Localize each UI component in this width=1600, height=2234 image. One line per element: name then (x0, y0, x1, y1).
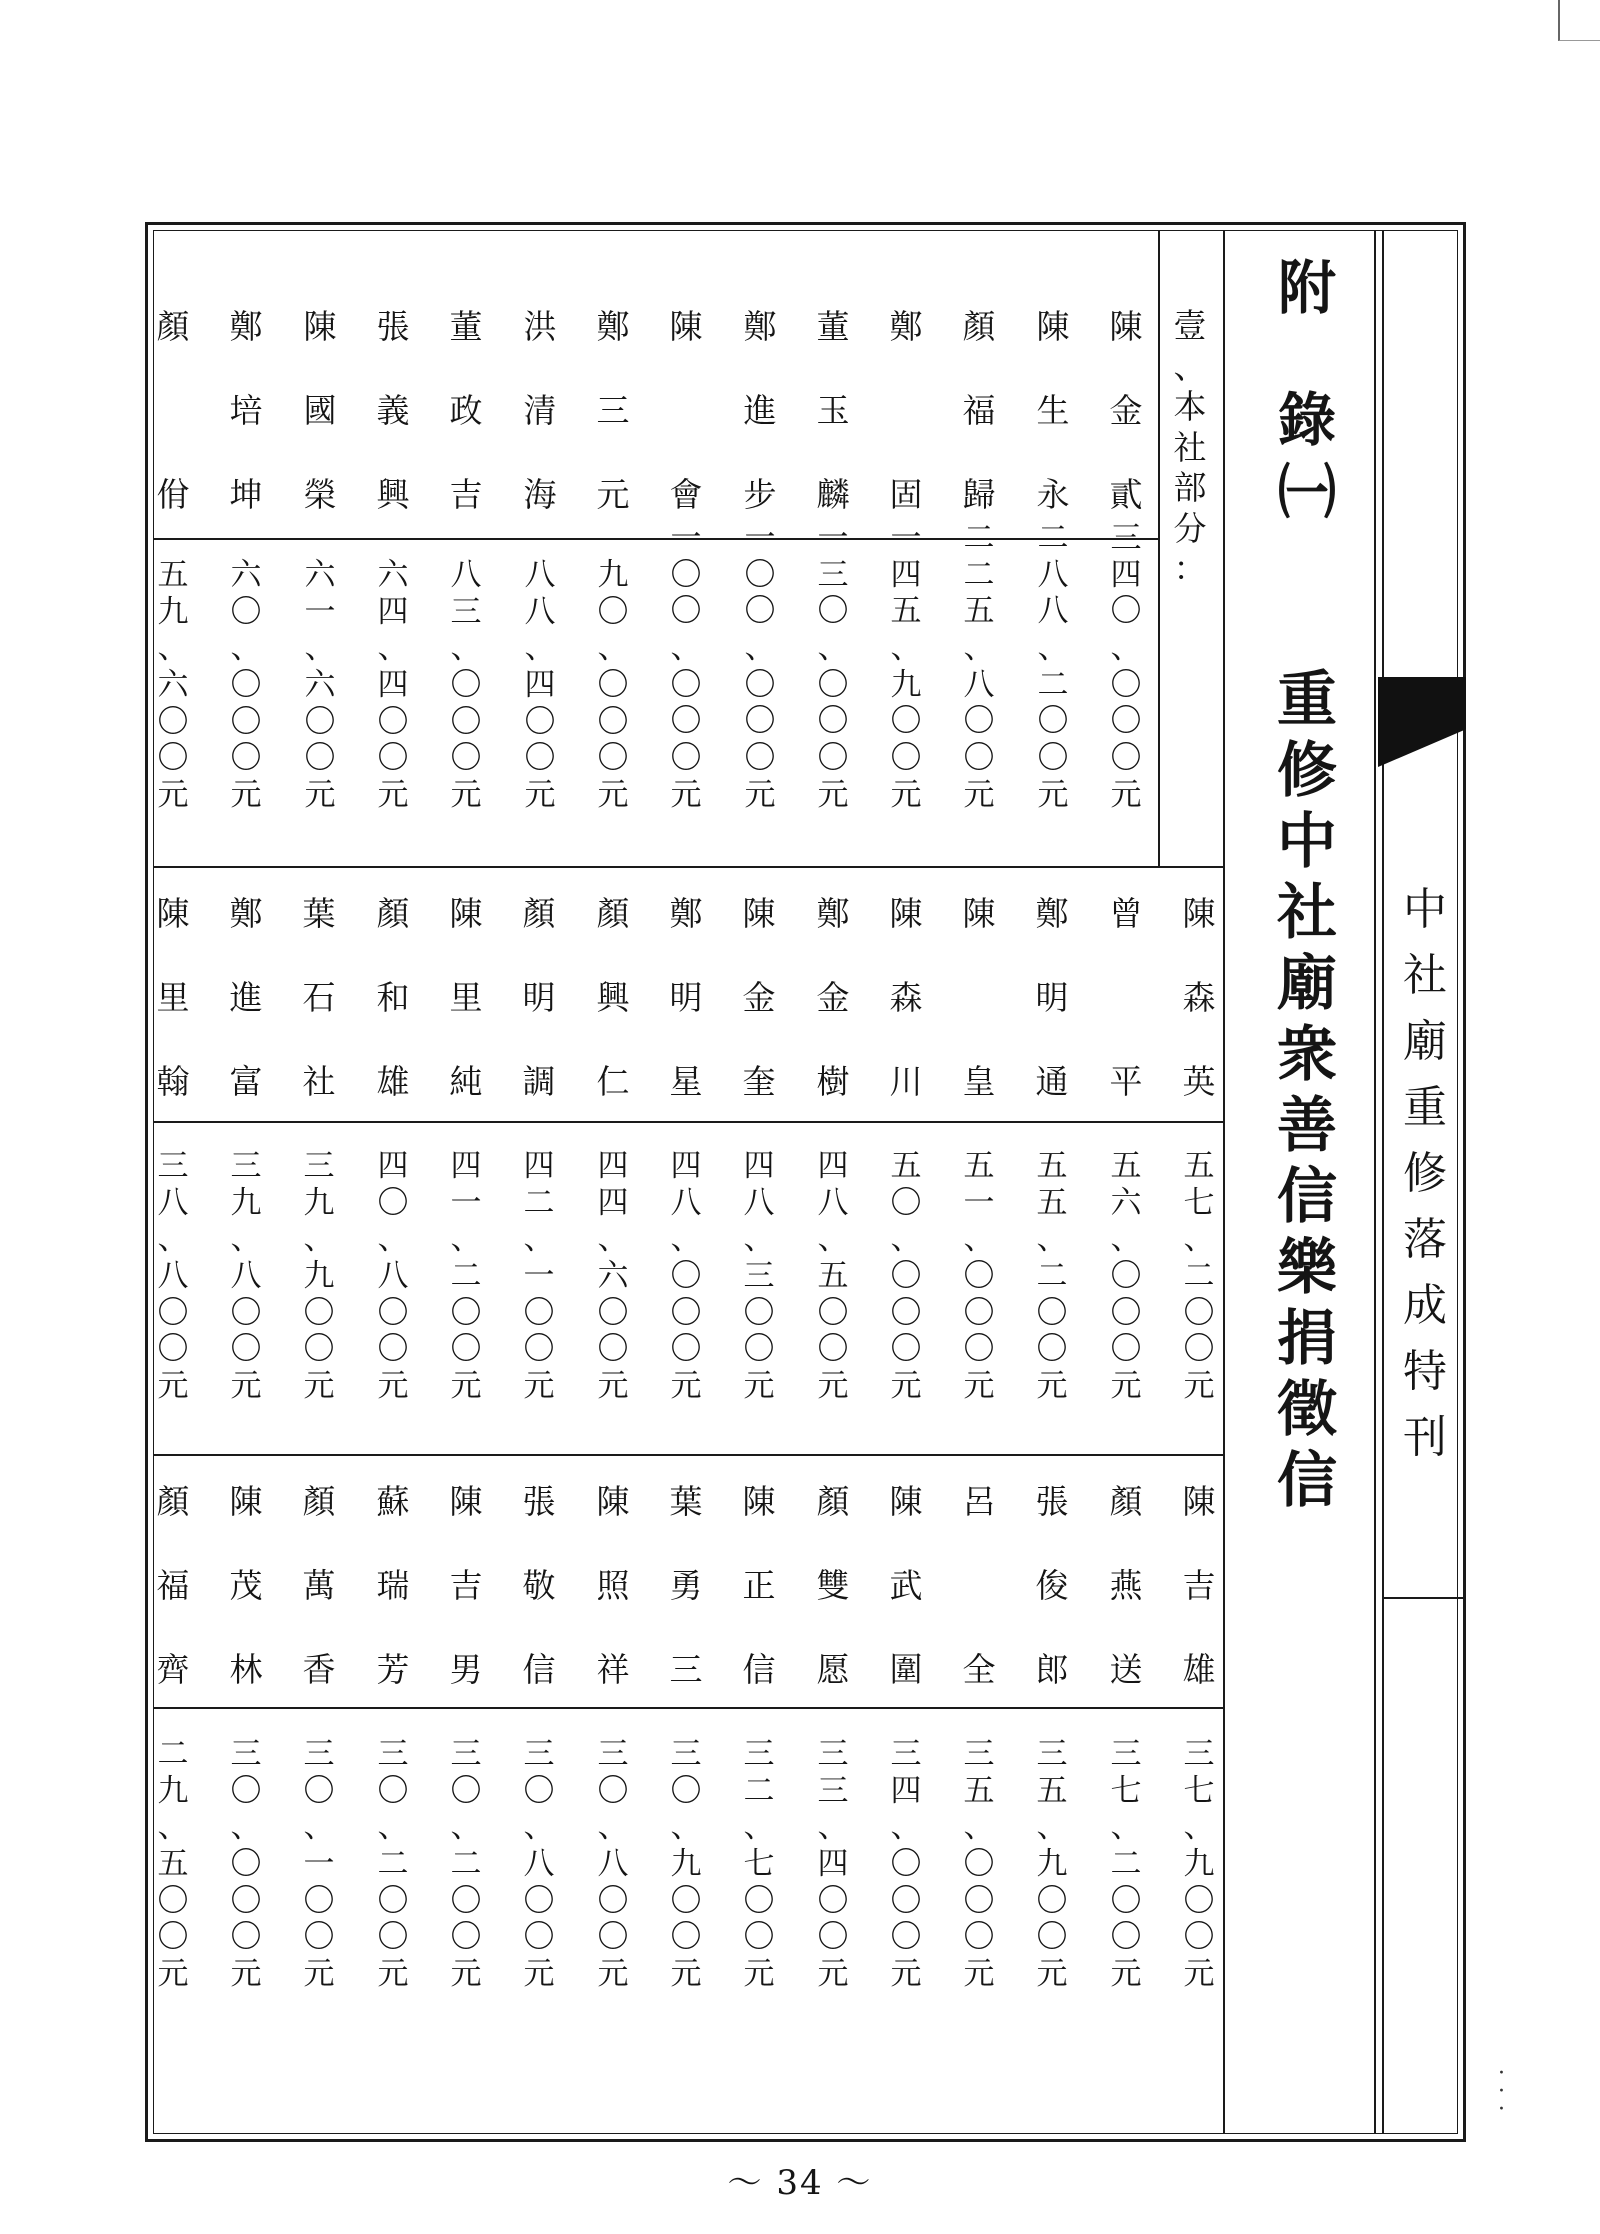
donor-name: 鄭 進 步 (743, 307, 777, 514)
donation-amount: 三 七 、 二 〇 〇 元 (1110, 1736, 1142, 1993)
donor-name: 張 敬 信 (522, 1482, 556, 1689)
donation-amount: 六 〇 、 〇 〇 〇 元 (230, 557, 262, 814)
donor-name: 陳 里 純 (449, 894, 483, 1101)
donation-amount: 五 五 、 二 〇 〇 元 (1036, 1148, 1068, 1405)
donor-name: 呂 全 (962, 1482, 996, 1689)
donor-name: 顏 福 齊 (156, 1482, 190, 1689)
donor-name: 張 俊 郎 (1035, 1482, 1069, 1689)
donation-amount: 一 〇 〇 、 〇 〇 〇 元 (670, 520, 702, 813)
donation-amount: 三 九 、 八 〇 〇 元 (230, 1148, 262, 1405)
donor-name: 顏 興 仁 (596, 894, 630, 1101)
donation-amount: 三 〇 、 二 〇 〇 元 (377, 1736, 409, 1993)
sidebar-left-rule (1374, 230, 1376, 2134)
donation-amount: 三 五 、 九 〇 〇 元 (1036, 1736, 1068, 1993)
donor-name: 顏 燕 送 (1109, 1482, 1143, 1689)
donation-amount: 四 八 、 〇 〇 〇 元 (670, 1148, 702, 1405)
donor-name: 葉 勇 三 (669, 1482, 703, 1689)
donation-amount: 三 四 〇 、 〇 〇 〇 元 (1110, 520, 1142, 813)
donor-name: 陳 森 英 (1182, 894, 1216, 1101)
donor-name: 陳 金 貳 (1109, 307, 1143, 514)
donation-amount: 八 八 、 四 〇 〇 元 (524, 557, 556, 814)
donor-name: 顏 明 調 (522, 894, 556, 1101)
donation-amount: 五 九 、 六 〇 〇 元 (157, 557, 189, 814)
donor-name: 陳 茂 林 (229, 1482, 263, 1689)
donation-amount: 二 九 、 五 〇 〇 元 (157, 1736, 189, 1993)
donor-name: 鄭 金 樹 (816, 894, 850, 1101)
donation-amount: 四 八 、 五 〇 〇 元 (817, 1148, 849, 1405)
donation-amount: 一 〇 〇 、 〇 〇 〇 元 (744, 520, 776, 813)
donor-name: 陳 里 翰 (156, 894, 190, 1101)
donor-name: 鄭 培 坤 (229, 307, 263, 514)
sidebar-bottom-rule (1382, 1597, 1466, 1599)
donation-amount: 八 三 、 〇 〇 〇 元 (450, 557, 482, 814)
donor-name: 顏 萬 香 (302, 1482, 336, 1689)
donation-amount: 一 三 〇 、 〇 〇 〇 元 (817, 520, 849, 813)
band1-separator (153, 866, 1223, 868)
scan-specks: · · · (1498, 2061, 1505, 2122)
donation-amount: 三 〇 、 九 〇 〇 元 (670, 1736, 702, 1993)
donor-name: 陳 森 川 (889, 894, 923, 1101)
donation-amount: 三 二 、 七 〇 〇 元 (743, 1736, 775, 1993)
donor-name: 葉 石 社 (302, 894, 336, 1101)
donor-name: 陳 國 榮 (303, 307, 337, 514)
donor-name: 董 政 吉 (449, 307, 483, 514)
donor-name: 陳 生 永 (1036, 307, 1070, 514)
donor-name: 董 玉 麟 (816, 307, 850, 514)
appendix-title: 附 錄 ㈠ (1277, 254, 1336, 526)
donation-amount: 三 三 、 四 〇 〇 元 (817, 1736, 849, 1993)
donor-name: 顏 福 歸 (962, 307, 996, 514)
donor-name: 蘇 瑞 芳 (376, 1482, 410, 1689)
donation-amount: 三 〇 、 八 〇 〇 元 (597, 1736, 629, 1993)
donation-amount: 五 六 、 〇 〇 〇 元 (1110, 1148, 1142, 1405)
donation-amount: 一 四 五 、 九 〇 〇 元 (890, 520, 922, 813)
donation-amount: 三 〇 、 〇 〇 〇 元 (230, 1736, 262, 1993)
donation-amount: 三 七 、 九 〇 〇 元 (1183, 1736, 1215, 1993)
donation-amount: 二 二 五 、 八 〇 〇 元 (963, 520, 995, 813)
donation-amount: 五 七 、 二 〇 〇 元 (1183, 1148, 1215, 1405)
sidebar-left-rule-inner (1382, 230, 1384, 2134)
donor-name: 張 義 興 (376, 307, 410, 514)
donation-amount: 四 〇 、 八 〇 〇 元 (377, 1148, 409, 1405)
donor-name: 曾 平 (1109, 894, 1143, 1101)
donation-amount: 三 四 、 〇 〇 〇 元 (890, 1736, 922, 1993)
donation-amount: 三 五 、 〇 〇 〇 元 (963, 1736, 995, 1993)
donor-name: 洪 清 海 (523, 307, 557, 514)
donation-amount: 三 〇 、 八 〇 〇 元 (523, 1736, 555, 1993)
section-heading: 壹 、 本 社 部 分 ： (1173, 306, 1207, 588)
donation-amount: 五 〇 、 〇 〇 〇 元 (890, 1148, 922, 1405)
donation-amount: 三 〇 、 二 〇 〇 元 (450, 1736, 482, 1993)
donation-amount: 九 〇 、 〇 〇 〇 元 (597, 557, 629, 814)
donor-name: 鄭 進 富 (229, 894, 263, 1101)
page-number: ～ 34 ～ (727, 2163, 873, 2203)
donation-amount: 四 一 、 二 〇 〇 元 (450, 1148, 482, 1405)
donor-name: 顏 和 雄 (376, 894, 410, 1101)
donor-name: 顏 雙 愿 (816, 1482, 850, 1689)
donation-amount: 二 八 八 、 二 〇 〇 元 (1037, 520, 1069, 813)
donation-amount: 五 一 、 〇 〇 〇 元 (963, 1148, 995, 1405)
donor-name: 陳 吉 雄 (1182, 1482, 1216, 1689)
scan-corner-mark (1558, 0, 1600, 41)
donor-name: 鄭 三 元 (596, 307, 630, 514)
donor-name: 陳 會 (669, 307, 703, 514)
donation-amount: 三 〇 、 一 〇 〇 元 (303, 1736, 335, 1993)
donation-amount: 三 九 、 九 〇 〇 元 (303, 1148, 335, 1405)
donor-name: 鄭 固 (889, 307, 923, 514)
donation-amount: 四 二 、 一 〇 〇 元 (523, 1148, 555, 1405)
main-title: 重 修 中 社 廟 衆 善 信 樂 捐 徵 信 (1277, 665, 1337, 1516)
donation-amount: 三 八 、 八 〇 〇 元 (157, 1148, 189, 1405)
band2-separator (153, 1454, 1223, 1456)
donor-name: 顏 佾 (156, 307, 190, 514)
donation-amount: 六 四 、 四 〇 〇 元 (377, 557, 409, 814)
donor-name: 陳 正 信 (742, 1482, 776, 1689)
donor-name: 陳 皇 (962, 894, 996, 1101)
donor-name: 陳 武 圍 (889, 1482, 923, 1689)
donor-name: 陳 吉 男 (449, 1482, 483, 1689)
donation-amount: 四 八 、 三 〇 〇 元 (743, 1148, 775, 1405)
donation-amount: 四 四 、 六 〇 〇 元 (597, 1148, 629, 1405)
donor-name: 陳 照 祥 (596, 1482, 630, 1689)
donor-name: 鄭 明 星 (669, 894, 703, 1101)
donation-amount: 六 一 、 六 〇 〇 元 (304, 557, 336, 814)
sidebar-title: 中 社 廟 重 修 落 成 特 刊 (1403, 884, 1447, 1463)
donor-name: 鄭 明 通 (1035, 894, 1069, 1101)
donor-name: 陳 金 奎 (742, 894, 776, 1101)
